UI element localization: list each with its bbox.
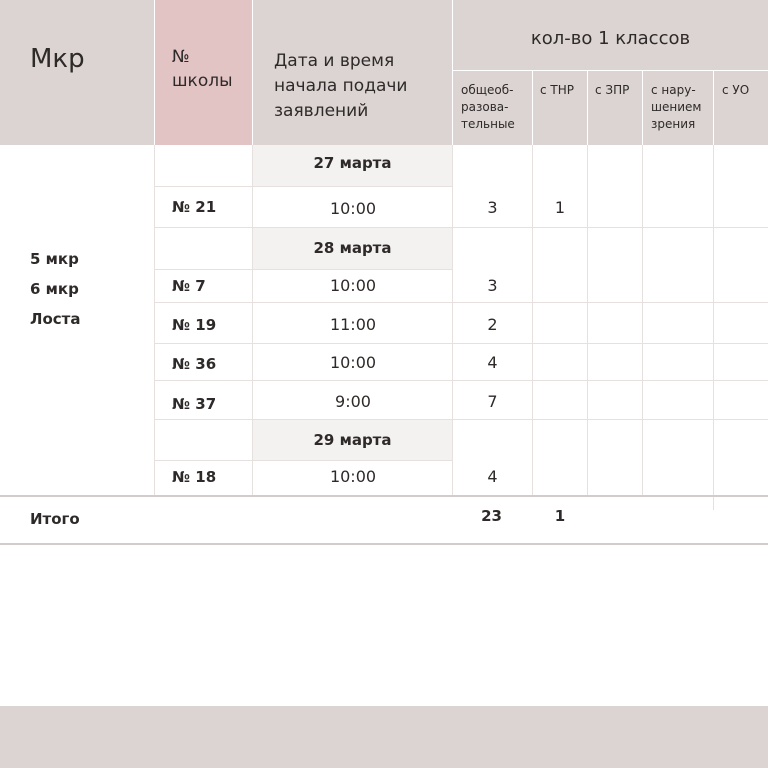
header-count-group: кол-во 1 классов [530, 28, 691, 49]
header-divider [452, 0, 453, 145]
count-general: 4 [487, 467, 498, 486]
header-divider [587, 71, 588, 145]
row-divider [155, 227, 768, 228]
school-number: № 21 [172, 198, 217, 216]
total-general: 23 [481, 507, 502, 525]
total-label: Итого [30, 510, 80, 528]
header-divider [532, 71, 533, 145]
footer-band [0, 706, 768, 768]
school-number: № 19 [172, 316, 217, 334]
row-divider [155, 343, 768, 344]
count-general: 3 [487, 198, 498, 217]
start-time: 10:00 [329, 276, 377, 295]
start-time: 11:00 [329, 315, 377, 334]
column-divider [642, 145, 643, 495]
header-divider [713, 71, 714, 145]
school-number: № 7 [172, 277, 206, 295]
header-school-number: № школы [172, 47, 233, 91]
table-bottom-border [0, 543, 768, 545]
column-divider [587, 145, 588, 495]
header-sub-tnr: с ТНР [540, 83, 575, 97]
column-divider [713, 145, 714, 510]
header-mkr: Мкр [30, 44, 85, 74]
start-time: 10:00 [329, 467, 377, 486]
count-general: 4 [487, 353, 498, 372]
count-tnr: 1 [554, 198, 566, 217]
start-time: 9:00 [335, 392, 371, 411]
header-sub-general: общеоб- разова- тельные [461, 83, 515, 131]
header-sub-zpr: с ЗПР [595, 83, 630, 97]
header-sub-uo: с УО [722, 83, 750, 97]
school-number: № 18 [172, 468, 217, 486]
date-label: 28 марта [313, 239, 392, 257]
date-label: 27 марта [313, 154, 392, 172]
row-divider [155, 460, 452, 461]
total-divider [0, 495, 768, 497]
district-label: 6 мкр [30, 280, 79, 298]
header-sub-vision: с нару- шением зрения [651, 83, 702, 131]
start-time: 10:00 [329, 199, 377, 218]
header-divider [154, 0, 155, 145]
row-divider [155, 419, 768, 420]
count-general: 3 [487, 276, 498, 295]
total-tnr: 1 [554, 507, 566, 525]
header-datetime: Дата и время начала подачи заявлений [274, 51, 408, 121]
header-divider [453, 70, 768, 71]
row-divider [155, 380, 768, 381]
row-divider [155, 302, 768, 303]
count-general: 7 [487, 392, 498, 411]
date-label: 29 марта [313, 431, 392, 449]
start-time: 10:00 [329, 353, 377, 372]
school-number: № 37 [172, 395, 217, 413]
district-label: 5 мкр [30, 250, 79, 268]
district-label: Лоста [30, 310, 81, 328]
school-number: № 36 [172, 355, 217, 373]
count-general: 2 [487, 315, 498, 334]
column-divider [154, 145, 155, 495]
header-divider [642, 71, 643, 145]
row-divider [155, 269, 452, 270]
header-divider [252, 0, 253, 145]
row-divider [155, 186, 452, 187]
